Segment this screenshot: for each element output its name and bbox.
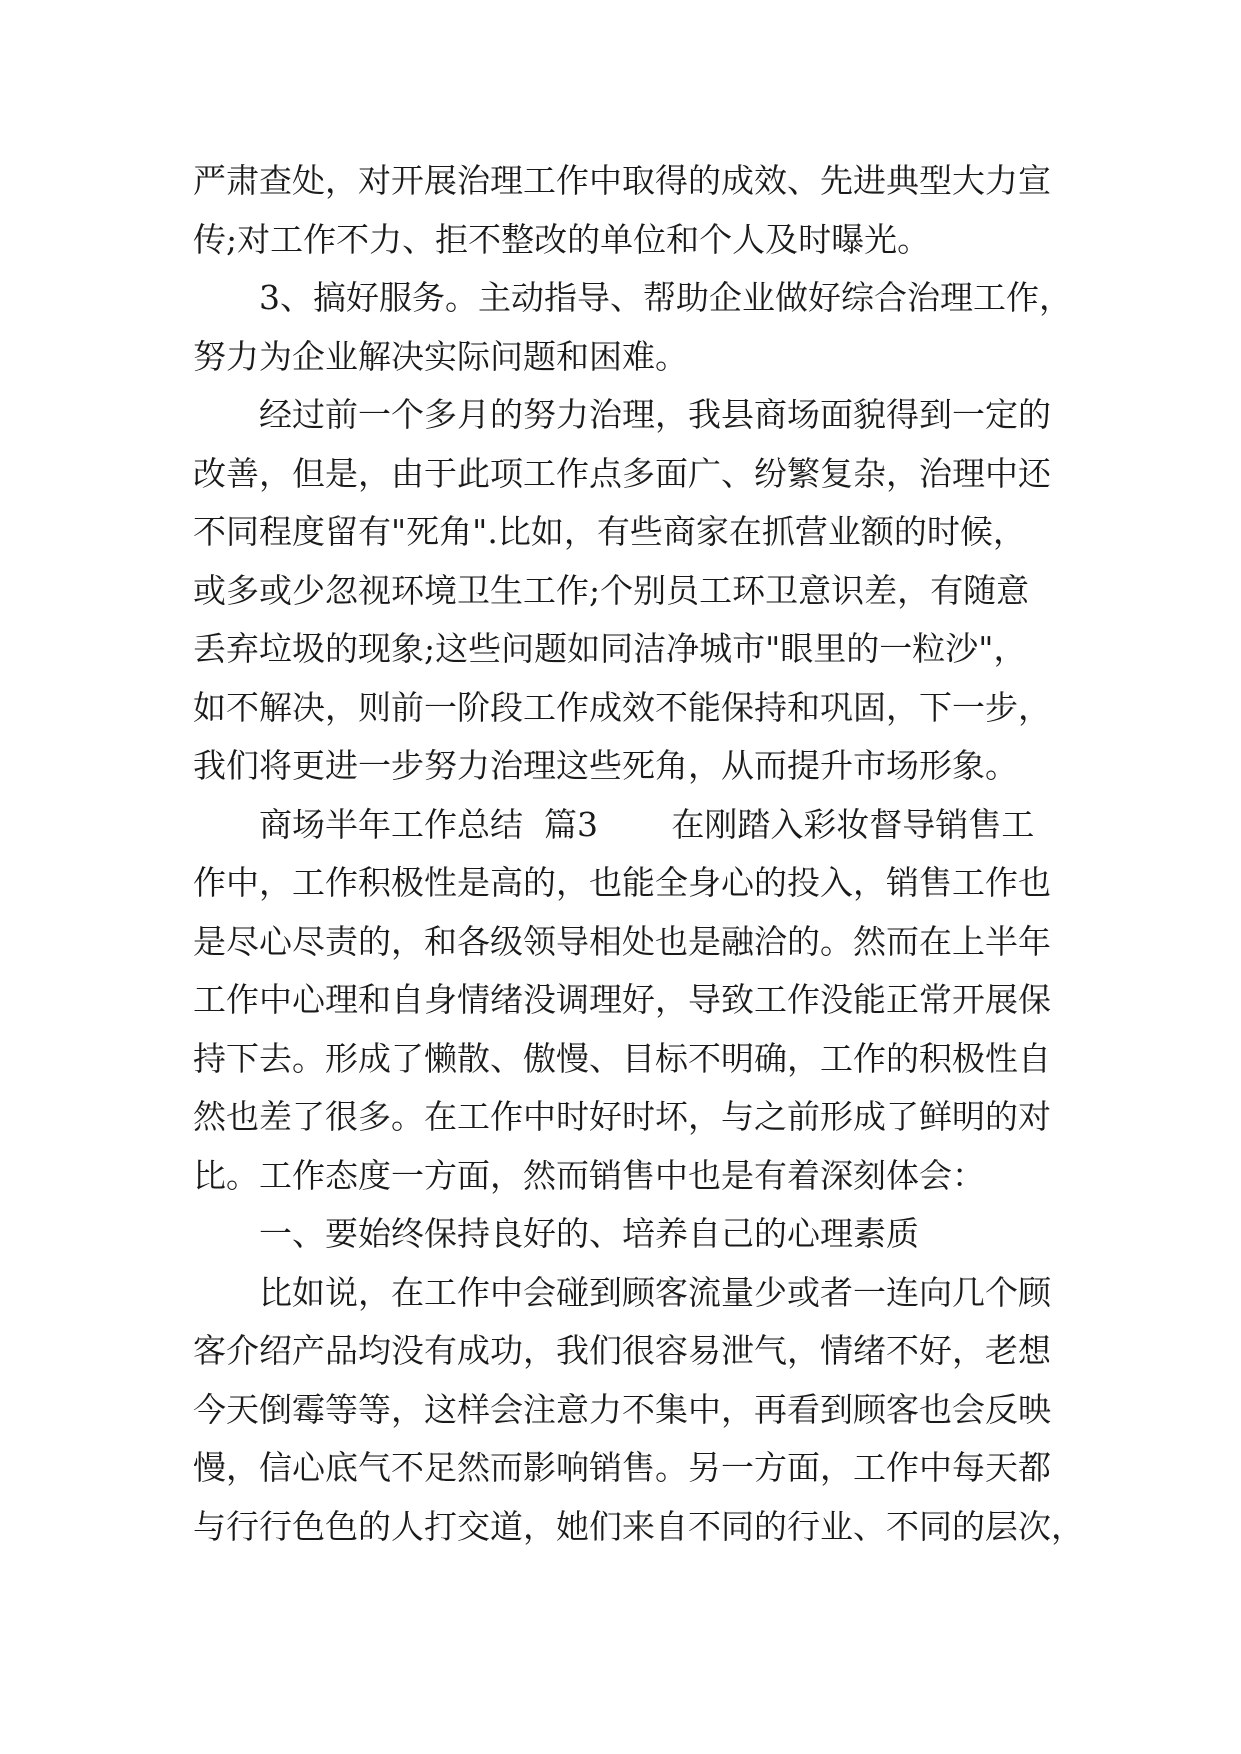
text-line: 持下去。形成了懒散、傲慢、目标不明确，工作的积极性自 — [193, 1038, 1051, 1078]
text-line: 丢弃垃圾的现象;这些问题如同洁净城市"眼里的一粒沙"， — [193, 629, 1027, 668]
text-line: 改善，但是，由于此项工作点多面广、纷繁复杂，治理中还 — [193, 453, 1051, 493]
text-line: 我们将更进一步努力治理这些死角，从而提升市场形象。 — [193, 746, 1018, 785]
text-line: 慢，信心底气不足然而影响销售。另一方面，工作中每天都 — [193, 1448, 1051, 1487]
section-heading-line: 商场半年工作总结 篇3 在刚踏入彩妆督导销售工 — [259, 804, 1035, 844]
subheading-line: 一、要始终保持良好的、培养自己的心理素质 — [259, 1214, 919, 1253]
text-line: 是尽心尽责的，和各级领导相处也是融洽的。然而在上半年 — [193, 921, 1051, 961]
text-line: 传;对工作不力、拒不整改的单位和个人及时曝光。 — [193, 219, 931, 259]
text-line: 3、搞好服务。主动指导、帮助企业做好综合治理工作， — [259, 278, 1072, 317]
text-line: 与行行色色的人打交道，她们来自不同的行业、不同的层次， — [193, 1506, 1084, 1546]
text-line: 严肃查处，对开展治理工作中取得的成效、先进典型大力宣 — [193, 161, 1051, 200]
text-line: 不同程度留有"死角".比如，有些商家在抓营业额的时候， — [193, 512, 1026, 551]
text-line: 客介绍产品均没有成功，我们很容易泄气，情绪不好，老想 — [193, 1331, 1051, 1370]
body-text — [193, 152, 1084, 1556]
text-line: 比如说，在工作中会碰到顾客流量少或者一连向几个顾 — [259, 1272, 1051, 1312]
text-line: 如不解决，则前一阶段工作成效不能保持和巩固，下一步， — [193, 687, 1051, 727]
text-line: 工作中心理和自身情绪没调理好，导致工作没能正常开展保 — [193, 980, 1051, 1019]
text-line: 然也差了很多。在工作中时好时坏，与之前形成了鲜明的对 — [193, 1097, 1051, 1136]
text-line: 努力为企业解决实际问题和困难。 — [193, 336, 688, 376]
text-line: 经过前一个多月的努力治理，我县商场面貌得到一定的 — [259, 395, 1051, 434]
text-line: 比。工作态度一方面，然而销售中也是有着深刻体会： — [193, 1155, 985, 1195]
text-line: 作中，工作积极性是高的，也能全身心的投入，销售工作也 — [193, 863, 1051, 902]
text-line: 今天倒霉等等，这样会注意力不集中，再看到顾客也会反映 — [193, 1389, 1051, 1429]
text-line: 或多或少忽视环境卫生工作;个别员工环卫意识差，有随意 — [193, 570, 1030, 610]
